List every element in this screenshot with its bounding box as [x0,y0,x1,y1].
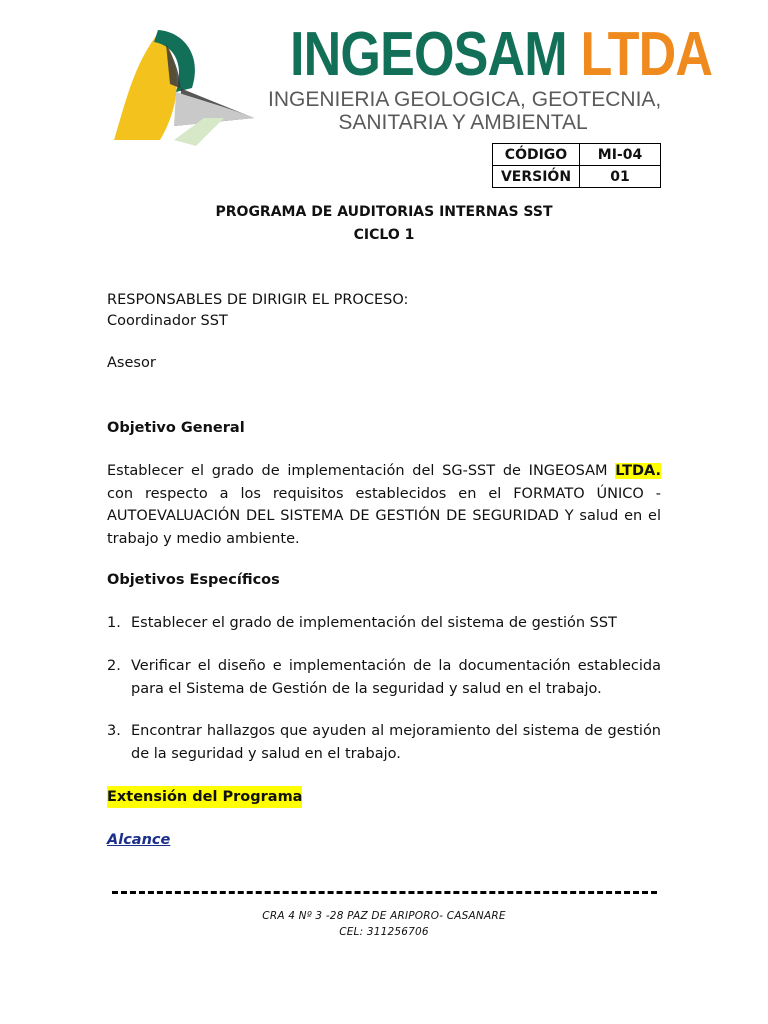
list-item-text: Establecer el grado de implementación del sistema de gestión SST [131,615,617,631]
list-item [107,612,661,635]
version-value: 01 [580,166,661,188]
brand-subtitle-line1: INGENIERIA GEOLOGICA, GEOTECNIA, [268,88,662,111]
version-row [493,166,661,188]
footer-address: CRA 4 Nº 3 -28 PAZ DE ARIPORO- CASANARE [262,910,506,922]
alcance-heading: Alcance [107,832,171,848]
objetivo-general-text-end: con respecto a los requisitos establecidos en el FORMATO ÚNICO - AUTOEVALUACIÓN DEL SISTEMA DE GESTIÓN DE SEGURIDAD Y salud en el trabajo y medio ambiente. [107,485,661,547]
list-item-number: 2. [107,658,121,674]
list-item [107,720,661,765]
list-item [107,655,661,700]
list-item-number: 1. [107,615,121,631]
version-label: VERSIÓN [493,166,580,188]
objetivos-especificos-heading: Objetivos Específicos [107,572,280,588]
footer-phone: CEL: 311256706 [339,926,429,938]
code-value: MI-04 [580,144,661,166]
brand-name [290,22,712,88]
objetivo-general-heading: Objetivo General [107,420,245,436]
extension-heading: Extensión del Programa [107,786,302,808]
responsables-heading: RESPONSABLES DE DIRIGIR EL PROCESO: [107,292,409,308]
company-logo-icon [104,22,260,146]
responsable-coordinador: Coordinador SST [107,313,228,329]
document-title: PROGRAMA DE AUDITORIAS INTERNAS SST [215,204,553,220]
footer-divider [112,891,657,894]
document-subtitle: CICLO 1 [353,227,415,243]
code-row [493,144,661,166]
objetivo-general-text-start: Establecer el grado de implementación del SG-SST de INGEOSAM [107,463,616,479]
document-code-table [492,143,661,188]
list-item-number: 3. [107,723,121,739]
brand-word-ingeosam: INGEOSAM [290,20,567,89]
list-item-text: Verificar el diseño e implementación de la documentación establecida para el Sistema de Gestión de la seguridad y salud en el trabajo. [131,658,661,697]
code-label: CÓDIGO [493,144,580,166]
brand-subtitle-line2: SANITARIA Y AMBIENTAL [338,111,588,134]
highlighted-ltda: LTDA. [615,463,661,479]
brand-word-ltda: LTDA [580,20,713,89]
objetivo-general-paragraph [107,460,661,550]
list-item-text: Encontrar hallazgos que ayuden al mejoramiento del sistema de gestión de la seguridad y salud en el trabajo. [131,723,661,762]
responsable-asesor: Asesor [107,355,156,371]
